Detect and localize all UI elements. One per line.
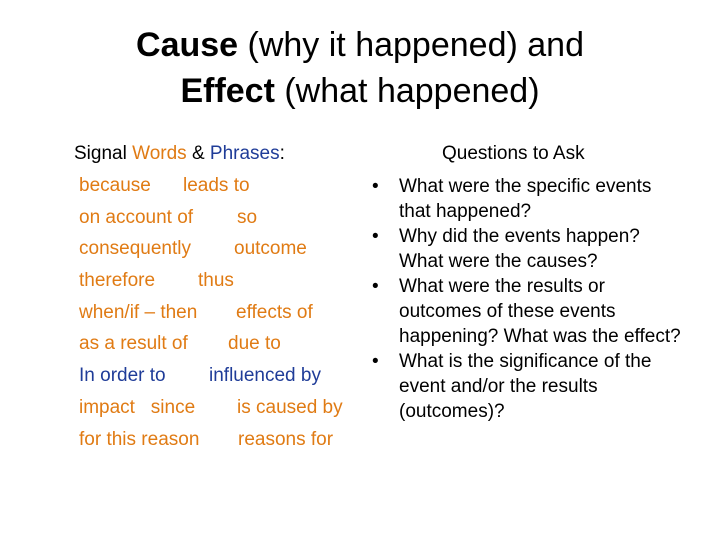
question-text: What were the specific events that happened? <box>399 176 652 222</box>
list-item <box>372 224 682 274</box>
title-cause: Cause <box>136 26 239 64</box>
signal-words-heading <box>74 142 285 166</box>
title-effect: Effect <box>180 72 275 110</box>
bullet-icon: • <box>372 351 379 372</box>
question-text: What were the results or outcomes of these events happening? What was the effect? <box>399 276 681 347</box>
signal-phrase: is caused by <box>237 396 343 418</box>
bullet-icon: • <box>372 176 379 197</box>
signal-word: for this reason <box>79 428 200 450</box>
list-item <box>372 274 682 349</box>
question-text: Why did the events happen? What were the causes? <box>399 226 640 272</box>
heading-colon: : <box>279 143 285 164</box>
signal-phrase: effects of <box>236 301 313 323</box>
signal-word: when/if – then <box>79 301 198 323</box>
questions-heading: Questions to Ask <box>442 143 585 164</box>
signal-word: In order to <box>79 365 166 387</box>
title-line-1 <box>0 22 720 68</box>
heading-phrases: Phrases <box>209 143 280 164</box>
bullet-icon: • <box>372 276 379 297</box>
signal-word: consequently <box>79 238 191 260</box>
signal-phrase: leads to <box>183 175 250 196</box>
page-title <box>0 22 720 114</box>
signal-phrase: thus <box>198 270 234 292</box>
question-text: What is the significance of the event and/or the results (outcomes)? <box>399 351 652 422</box>
list-item <box>372 349 682 424</box>
heading-signal: Signal <box>74 143 133 164</box>
title-effect-desc: (what happened) <box>274 72 540 110</box>
signal-word: on account of <box>79 206 194 228</box>
signal-phrase: outcome <box>234 238 307 260</box>
title-cause-desc: (why it happened) and <box>238 26 584 64</box>
signal-word: impact since <box>79 396 196 418</box>
questions-list <box>372 174 682 424</box>
bullet-icon: • <box>372 226 379 247</box>
title-line-2 <box>0 68 720 114</box>
heading-amp: & <box>186 143 210 164</box>
signal-word: as a result of <box>79 333 188 355</box>
signal-phrase: reasons for <box>238 428 334 450</box>
signal-word: because <box>79 175 151 196</box>
list-item <box>372 174 682 224</box>
signal-phrase: so <box>237 206 258 228</box>
heading-words: Words <box>132 143 187 164</box>
signal-phrase: due to <box>228 333 281 355</box>
signal-phrase: influenced by <box>209 365 321 387</box>
signal-word: therefore <box>79 270 156 292</box>
